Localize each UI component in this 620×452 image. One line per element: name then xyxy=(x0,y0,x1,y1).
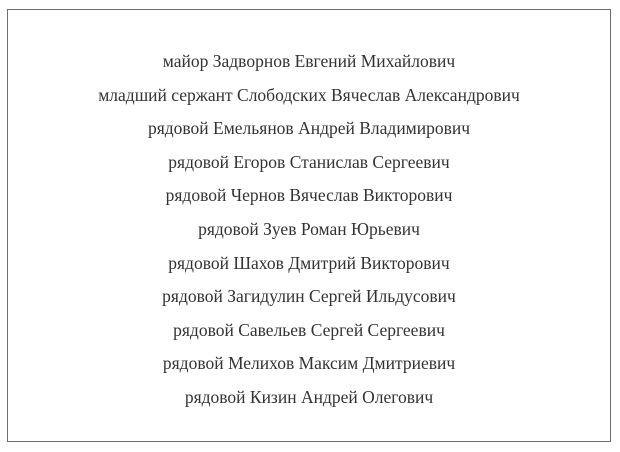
name-line: рядовой Загидулин Сергей Ильдусович xyxy=(162,286,456,307)
name-line: рядовой Чернов Вячеслав Викторович xyxy=(165,185,453,206)
name-line: рядовой Савельев Сергей Сергеевич xyxy=(173,319,445,340)
name-line: майор Задворнов Евгений Михайлович xyxy=(162,51,456,71)
name-line: рядовой Зуев Роман Юрьевич xyxy=(198,218,420,239)
name-line: рядовой Егоров Станислав Сергеевич xyxy=(168,151,450,172)
name-line: младший сержант Слободских Вячеслав Александрович xyxy=(98,84,520,105)
name-line: рядовой Мелихов Максим Дмитриевич xyxy=(162,353,456,374)
name-line: рядовой Шахов Дмитрий Викторович xyxy=(168,252,450,273)
document-frame xyxy=(7,9,611,442)
names-list xyxy=(8,45,610,415)
name-line: рядовой Кизин Андрей Олегович xyxy=(184,386,434,407)
name-line: рядовой Емельянов Андрей Владимирович xyxy=(147,118,471,139)
